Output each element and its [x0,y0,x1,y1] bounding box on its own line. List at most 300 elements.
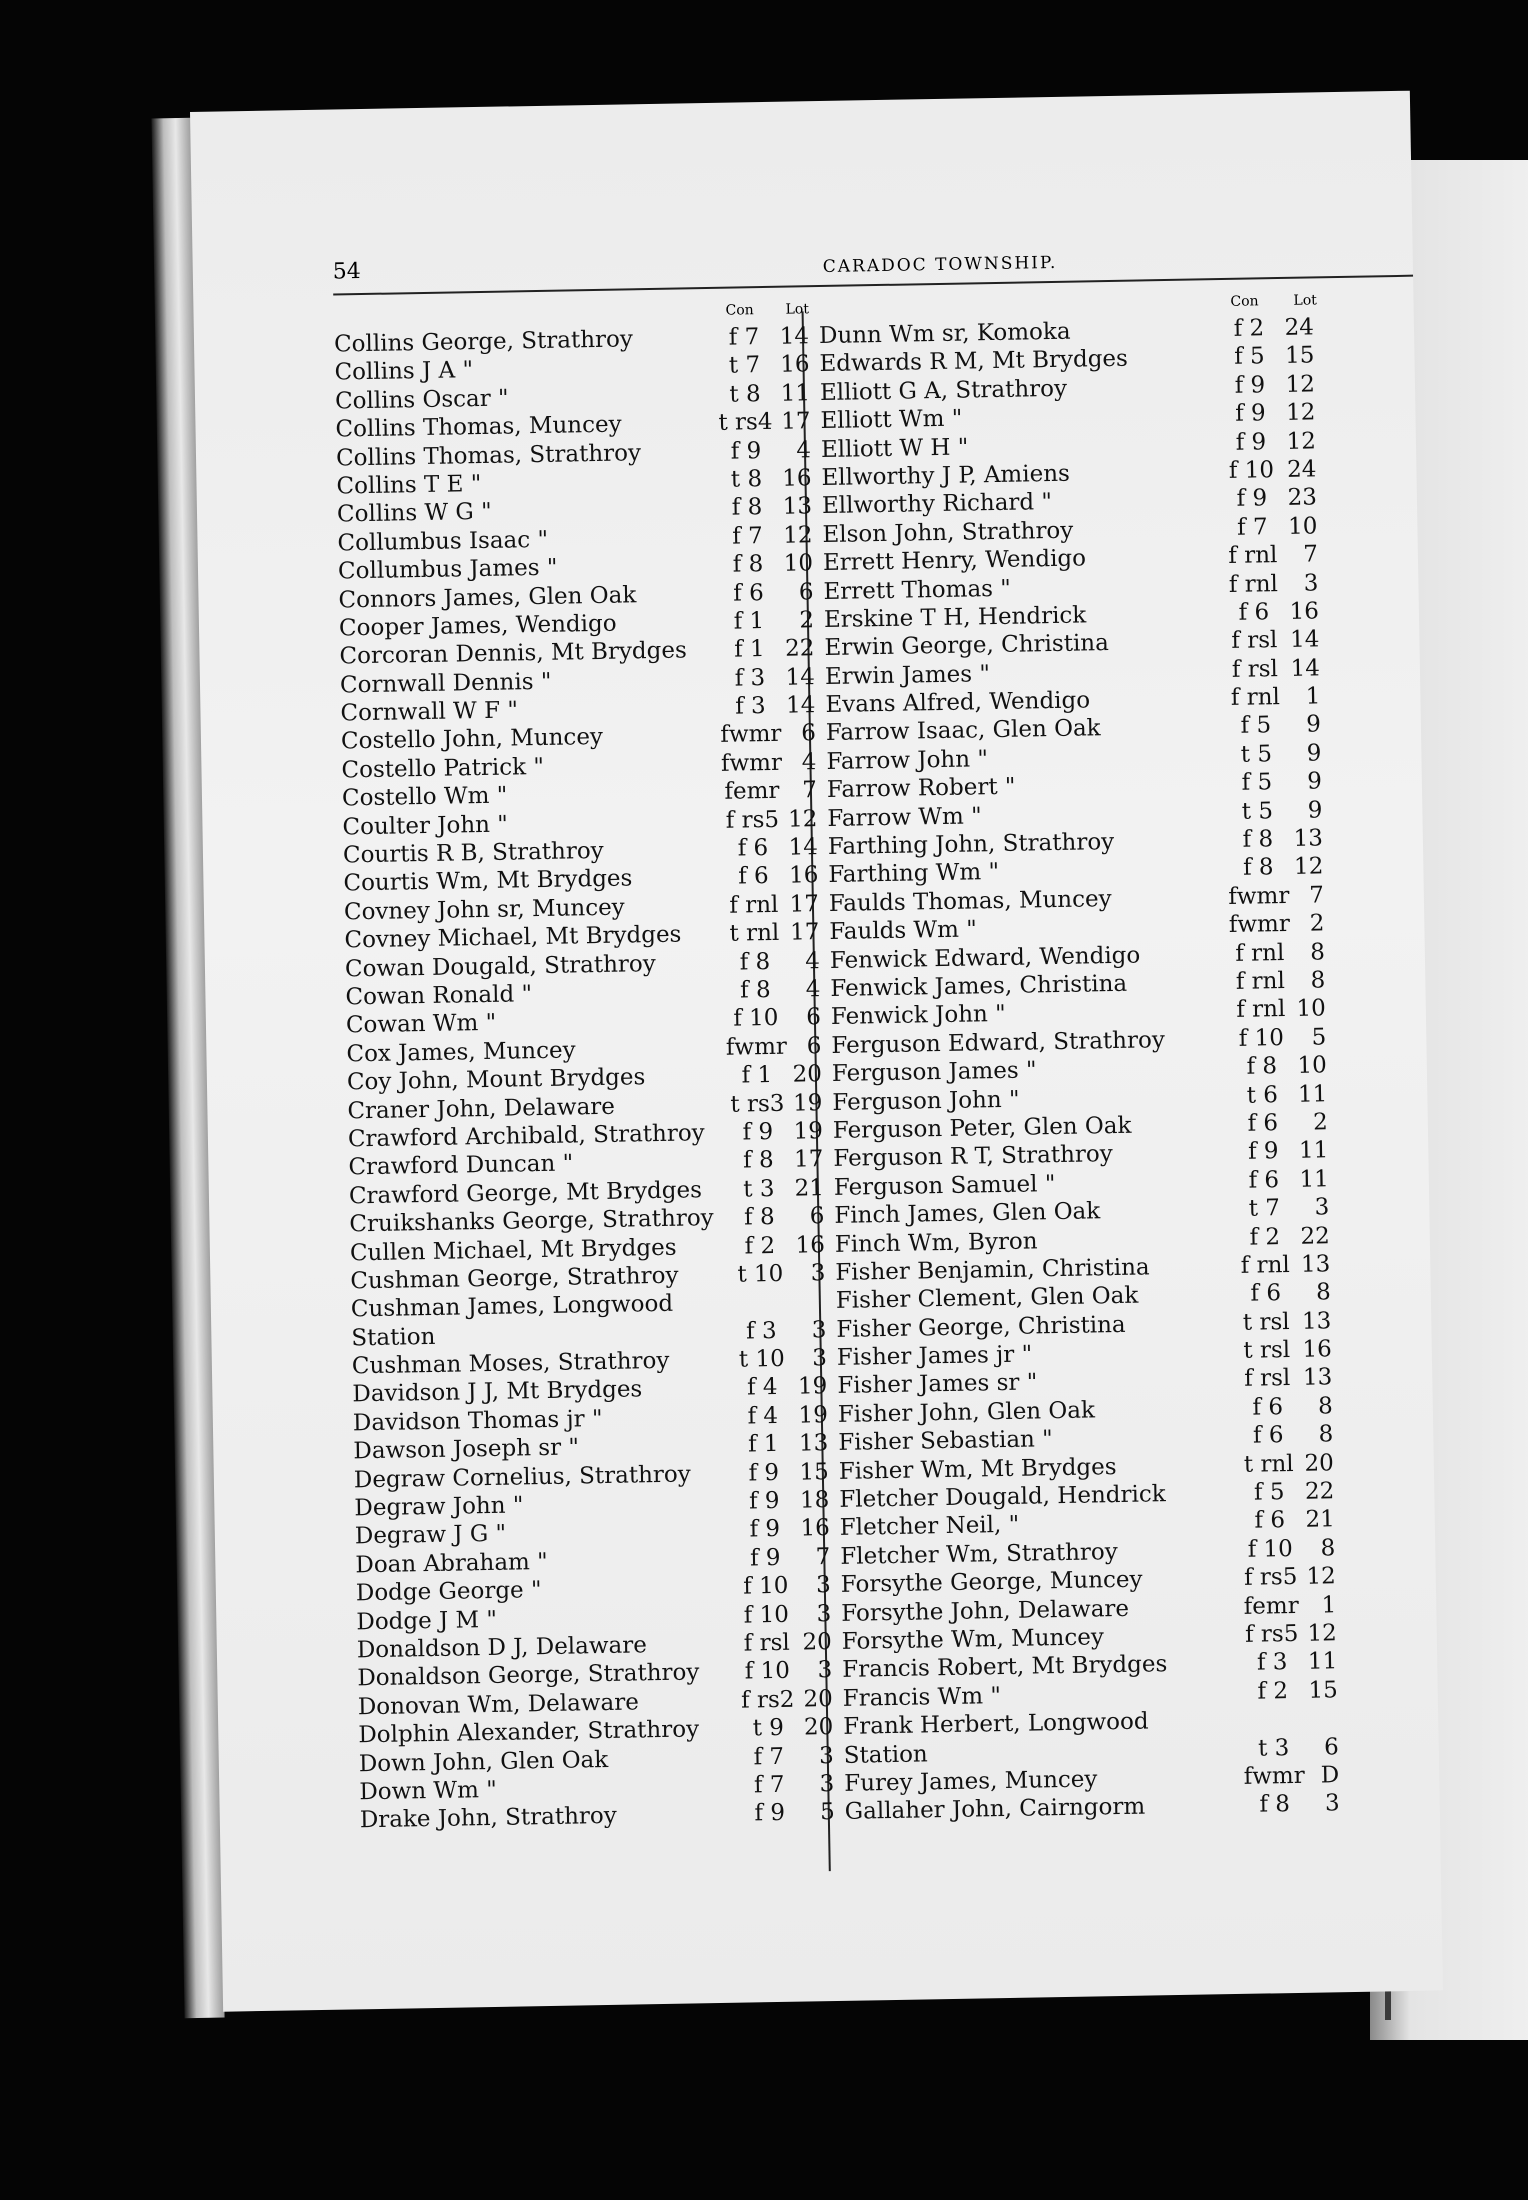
entry-name: Farrow Isaac, Glen Oak [825,715,1101,747]
entry-name: Drake John, Strathroy [359,1803,617,1834]
entry-concession: f 10 [744,1658,791,1685]
entry-concession: f 6 [1250,1280,1282,1307]
entry-lot: 11 [1307,1648,1338,1676]
entry-name: Corcoran Dennis, Mt Brydges [339,637,688,670]
entry-name: Donovan Wm, Delaware [357,1689,640,1721]
entry-name: Collins Oscar " [334,385,509,415]
entry-concession: t rs3 [730,1090,785,1118]
entry-lot: 9 [1306,711,1322,739]
entry-lot: 20 [792,1061,823,1088]
entry-lot: 3 [819,1770,835,1798]
entry-lot: 3 [1303,569,1319,597]
entry-name: Davidson Thomas jr " [352,1405,603,1437]
entry-concession: fwmr [725,1033,788,1061]
entry-name: Fisher Sebastian " [838,1426,1053,1457]
entry-name: Evans Alfred, Wendigo [825,687,1091,719]
entry-lot: 21 [1305,1506,1335,1534]
entry-concession: t 8 [730,466,763,493]
entry-concession: t rs4 [718,409,773,436]
entry-concession: f 6 [737,863,769,890]
entry-lot: 16 [795,1231,826,1259]
entry-lot: 6 [806,1004,822,1031]
con-header: Con [1230,293,1259,310]
entry-concession: f 10 [743,1572,789,1600]
entry-lot: 3 [818,1742,835,1769]
entry-concession: t 10 [737,1260,784,1288]
entry-name: Collumbus James " [337,554,558,585]
entry-concession: f 7 [1236,513,1268,541]
entry-lot: 14 [785,663,816,691]
entry-concession [726,1289,796,1290]
entry-lot: 9 [1306,768,1323,795]
entry-name: Farrow Robert " [826,773,1016,804]
entry-name: Farthing Wm " [828,859,1000,889]
entry-concession: f rnl [1228,570,1279,598]
entry-concession: f 6 [1252,1422,1284,1449]
entry-concession: f 6 [1238,599,1270,626]
entry-lot: 20 [803,1685,834,1713]
entry-name: Collins T E " [336,470,482,500]
entry-name: Farrow John " [826,746,989,775]
entry-concession: f 8 [739,948,771,976]
entry-name: Ferguson John " [832,1086,1020,1116]
entry-lot: 3 [815,1572,832,1599]
entry-name: Errett Henry, Wendigo [822,545,1087,577]
entry-name: Ferguson Samuel " [833,1170,1056,1201]
entry-concession: f 1 [734,636,765,663]
entry-concession: f 3 [1256,1649,1288,1676]
entry-concession: f 9 [1234,372,1266,399]
entry-concession: f 9 [749,1544,781,1572]
entry-lot: 24 [1284,314,1315,341]
entry-lot: 21 [794,1174,825,1202]
entry-name: Dawson Joseph sr " [353,1434,580,1465]
entry-name: Cornwall W F " [340,697,519,727]
entry-name: Francis Wm " [842,1682,1002,1712]
entry-name: Courtis R B, Strathroy [342,837,604,869]
entry-concession: t 5 [1241,797,1274,825]
entry-concession: f 9 [754,1800,786,1827]
entry-name: Fisher John, Glen Oak [837,1397,1096,1428]
entry-name: Donaldson D J, Delaware [356,1632,648,1664]
entry-concession: f 1 [733,607,765,635]
entry-concession: f 8 [1246,1053,1278,1080]
entry-name: Elliott G A, Strathroy [819,375,1068,406]
entry-lot: 7 [802,777,818,804]
entry-lot: 4 [796,436,812,464]
entry-lot: 14 [788,834,819,861]
entry-lot: 12 [782,521,813,549]
entry-lot: 16 [800,1515,831,1542]
entry-name: Fisher James jr " [836,1341,1033,1371]
entry-concession: femr [1243,1592,1299,1620]
entry-name: Cornwall Dennis " [339,668,552,699]
entry-name: Edwards R M, Mt Brydges [819,346,1129,378]
entry-concession: femr [724,778,780,806]
entry-concession: f 10 [1228,457,1275,484]
entry-lot: 5 [1311,1024,1327,1051]
entry-name: Ferguson R T, Strathroy [833,1141,1113,1173]
entry-concession: f 8 [1242,826,1274,853]
lot-header: Lot [1293,292,1317,309]
entry-name: Costello Wm " [341,782,508,812]
entry-name: Crawford George, Mt Brydges [348,1176,703,1210]
entry-lot: 16 [779,351,810,379]
entry-concession: f 9 [748,1459,780,1487]
entry-name: Elliott Wm " [820,405,963,435]
entry-concession: f 2 [1249,1223,1281,1251]
entry-name: Crawford Duncan " [348,1150,574,1181]
entry-lot: 7 [815,1543,831,1571]
entry-lot: 12 [1286,427,1317,455]
entry-lot: 7 [1308,882,1325,909]
entry-name: Forsythe John, Delaware [841,1595,1130,1627]
entry-name: Collins Thomas, Muncey [335,411,622,443]
entry-lot: 12 [787,805,818,833]
entry-concession: f rnl [1235,939,1285,967]
entry-lot: 12 [1307,1620,1337,1647]
entry-name: Down Wm " [359,1776,498,1806]
entry-concession: f rs5 [725,806,780,834]
entry-lot: 8 [1315,1279,1332,1306]
entry-name: Station [351,1323,436,1352]
entry-name: Fisher Clement, Glen Oak [835,1282,1139,1315]
entry-name: Fletcher Wm, Strathroy [840,1538,1118,1570]
entry-name: Coulter John " [342,811,509,841]
entry-concession: f 6 [1252,1393,1284,1421]
entry-lot: 3 [817,1657,833,1684]
entry-concession: f 3 [745,1317,777,1345]
entry-concession: fwmr [1243,1762,1305,1790]
entry-lot: 22 [1304,1478,1335,1505]
entry-concession: f rsl [743,1629,791,1657]
entry-concession: fwmr [1228,882,1290,910]
entry-name: Collumbus Isaac " [337,526,549,557]
entry-name: Collins Thomas, Strathroy [335,439,642,472]
entry-concession: t rsl [1242,1308,1290,1336]
entry-concession: f rnl [1230,684,1281,711]
entry-lot: 12 [1285,399,1316,427]
entry-concession: t 8 [729,380,761,408]
entry-name: Dodge George " [355,1577,542,1607]
entry-concession: t rnl [729,920,780,947]
entry-concession: f 8 [732,551,764,578]
entry-concession: t rnl [1243,1450,1294,1478]
entry-name: Cullen Michael, Mt Brydges [349,1234,677,1266]
entry-lot: 15 [1284,342,1315,370]
entry-name: Erwin James " [824,660,991,690]
entry-concession: f 8 [742,1147,774,1174]
entry-concession: f 1 [747,1431,779,1458]
entry-lot: 3 [816,1600,832,1627]
con-header: Con [725,302,754,319]
entry-concession: f 4 [747,1402,779,1430]
entry-lot: 22 [784,635,815,662]
entry-name: Fisher Benjamin, Christina [835,1254,1150,1286]
entry-lot: 17 [793,1146,824,1173]
entry-name: Ferguson Peter, Glen Oak [832,1112,1132,1144]
entry-concession: f 10 [1238,1024,1285,1052]
entry-concession: fwmr [1228,911,1291,939]
entry-name: Degraw Cornelius, Strathroy [353,1461,691,1493]
entry-concession: f 5 [1240,712,1272,740]
entry-concession: f 2 [1233,315,1265,342]
entry-concession: t 3 [743,1175,775,1203]
entry-name: Degraw John " [354,1492,524,1522]
entry-concession: f 1 [741,1062,773,1089]
entry-concession: f 6 [733,579,764,607]
entry-lot: 19 [798,1401,829,1429]
entry-concession: t 7 [728,352,761,380]
entry-name: Degraw J G " [354,1521,507,1550]
entry-lot: 9 [1306,740,1322,767]
entry-lot: 20 [1304,1449,1334,1477]
entry-concession: f 5 [1253,1479,1285,1506]
entry-concession: f rsl [1244,1365,1291,1393]
entry-concession: f 8 [739,976,771,1004]
entry-lot: 7 [1303,541,1319,568]
entry-concession: f 5 [1233,343,1265,371]
entry-lot: 13 [1293,825,1324,852]
entry-concession: f 10 [733,1005,779,1033]
entry-name: Erskine T H, Hendrick [823,602,1087,633]
entry-lot: 19 [792,1089,823,1117]
entry-name: Fenwick Edward, Wendigo [829,942,1141,974]
entry-concession: f rs5 [1243,1564,1298,1592]
entry-lot: 3 [810,1259,826,1287]
entry-lot: 6 [809,1203,825,1230]
entry-lot: 10 [1287,513,1318,540]
entry-lot: 6 [806,1032,822,1060]
entry-name: Collins George, Strathroy [333,326,634,358]
entry-name: Doan Abraham " [355,1548,548,1579]
entry-name: Down John, Glen Oak [358,1746,609,1777]
entry-lot: 16 [1302,1336,1332,1363]
entry-name: Cushman Moses, Strathroy [351,1347,670,1380]
entry-lot: 17 [789,890,820,918]
entry-lot: 12 [1285,371,1316,398]
entry-concession: f 4 [746,1374,778,1401]
entry-lot: 1 [1305,683,1321,710]
entry-concession: t rsl [1243,1337,1291,1364]
entry-name: Cox James, Muncey [346,1037,576,1068]
right-column [818,292,1385,1828]
entry-concession: f 5 [1241,769,1273,796]
entry-name: Cooper James, Wendigo [338,610,617,642]
entry-lot: 20 [802,1629,833,1656]
entry-concession: f 9 [730,437,762,465]
entry-concession: f 8 [731,494,763,521]
entry-concession: f 6 [1254,1507,1286,1535]
entry-name: Costello John, Muncey [340,724,604,755]
entry-lot: 16 [781,465,812,492]
entry-name: Elson John, Strathroy [822,517,1074,548]
entry-lot: 10 [1296,995,1327,1023]
entry-concession: t 9 [752,1715,785,1742]
entry-name: Costello Patrick " [341,753,545,784]
entry-concession: f rnl [1236,996,1286,1024]
entry-lot: 15 [799,1458,830,1486]
entry-lot: 20 [803,1714,834,1741]
entry-lot: 13 [1302,1364,1333,1392]
entry-concession: f 10 [743,1601,790,1629]
entry-concession: f 9 [749,1516,781,1543]
lot-header: Lot [785,301,810,318]
entry-concession: f rnl [729,891,779,919]
entry-name: Dodge J M " [356,1606,498,1635]
entry-concession: f rnl [1235,968,1286,995]
entry-name: Faulds Wm " [829,916,978,946]
entry-lot: 3 [1314,1194,1330,1221]
entry-lot: 11 [1299,1166,1330,1193]
entry-concession: f 9 [1247,1138,1279,1166]
entry-name: Station [843,1740,928,1769]
entry-name: Courtis Wm, Mt Brydges [343,865,633,897]
entry-lot: 2 [799,607,815,634]
entry-lot: 14 [1290,655,1321,682]
entry-lot: 14 [785,692,816,719]
entry-lot: 3 [1324,1790,1340,1817]
entry-name: Cowan Ronald " [345,981,533,1011]
entry-lot: 23 [1287,484,1318,512]
entry-lot: 15 [1308,1676,1338,1704]
entry-name: Ellworthy J P, Amiens [821,460,1071,491]
entry-lot: 8 [1320,1535,1336,1562]
entry-name: Cowan Wm " [345,1010,497,1039]
entry-name: Frank Herbert, Longwood [843,1708,1149,1740]
entry-name: Fisher James sr " [837,1369,1038,1400]
entry-name: Cruikshanks George, Strathroy [349,1205,714,1238]
entry-name: Errett Thomas " [823,575,1012,605]
entry-name: Cushman James, Longwood [350,1291,674,1323]
entry-concession: f rnl [1228,542,1278,570]
entry-lot: 6 [801,720,817,747]
entry-name: Furey James, Muncey [844,1766,1098,1797]
entry-lot: 13 [1300,1251,1331,1278]
entry-concession: t 7 [1248,1195,1281,1222]
entry-name: Connors James, Glen Oak [338,581,637,613]
entry-lot [776,1288,826,1289]
entry-name: Collins W G " [336,499,492,528]
entry-lot: 16 [788,862,819,890]
entry-lot: 8 [1318,1421,1334,1448]
entry-name: Dolphin Alexander, Strathroy [358,1716,700,1749]
entry-name: Gallaher John, Cairngorm [844,1793,1146,1826]
entry-concession: f 9 [742,1118,774,1146]
entry-lot: 3 [811,1345,828,1372]
entry-lot: 14 [779,323,810,350]
entry-name: Elliott W H " [820,434,969,463]
entry-name: Coy John, Mount Brydges [346,1064,646,1096]
entry-name: Craner John, Delaware [347,1093,616,1124]
entry-lot: 11 [780,380,811,407]
entry-name: Fletcher Dougald, Hendrick [839,1481,1166,1513]
entry-concession: f rsl [1231,655,1279,683]
entry-concession: f 9 [1235,428,1267,456]
entry-name: Ferguson Edward, Strathroy [831,1026,1166,1059]
entry-name: Covney John sr, Muncey [343,894,625,926]
entry-lot: 11 [1298,1137,1329,1165]
entry-name: Dunn Wm sr, Komoka [818,318,1071,350]
entry-concession: f rsl [1231,627,1278,655]
entry-concession: f 6 [1248,1166,1280,1194]
entry-lot [1288,1705,1338,1706]
entry-lot: 17 [780,408,811,435]
entry-lot: 13 [782,493,813,521]
entry-lot: 14 [1289,626,1320,654]
entry-concession: f 7 [728,324,760,351]
entry-name: Ellworthy Richard " [821,489,1053,520]
entry-name: Fisher George, Christina [836,1311,1126,1343]
entry-concession: f 7 [753,1743,785,1770]
entry-name: Crawford Archibald, Strathroy [347,1120,705,1153]
entry-name: Davidson J J, Mt Brydges [352,1376,643,1408]
entry-name: Forsythe Wm, Muncey [841,1624,1105,1655]
entry-lot: 4 [805,947,821,974]
entry-concession: f 7 [753,1771,785,1799]
entry-name: Finch Wm, Byron [834,1227,1038,1258]
entry-concession: f 3 [734,664,766,692]
entry-lot: 6 [798,578,814,605]
entry-lot: 3 [811,1316,827,1344]
entry-name: Finch James, Glen Oak [834,1198,1101,1230]
entry-concession: f 6 [737,835,769,862]
entry-concession: t 6 [1246,1081,1279,1109]
entry-lot: 18 [799,1487,830,1514]
entry-concession: f 8 [743,1204,775,1231]
entry-lot: 6 [1323,1733,1339,1760]
entry-lot: 11 [1297,1080,1328,1108]
entry-name: Farthing John, Strathroy [827,829,1115,861]
entry-concession: fwmr [720,721,782,749]
entry-lot: 10 [1297,1052,1328,1079]
entry-lot: 12 [1293,853,1324,881]
entry-concession: f rs5 [1244,1620,1299,1648]
entry-lot: 2 [1309,910,1325,937]
entry-concession: fwmr [720,749,783,777]
entry-lot: 9 [1307,796,1323,824]
entry-concession: f 2 [744,1232,776,1259]
entry-name: Erwin George, Christina [824,630,1110,662]
entry-lot: 19 [793,1118,824,1145]
entry-concession: t 5 [1240,741,1273,768]
entry-lot: 8 [1310,967,1326,994]
entry-name: Fenwick James, Christina [830,970,1128,1002]
entry-lot: 12 [1306,1563,1336,1590]
entry-concession: f rnl [1240,1251,1291,1279]
entry-name: Cushman George, Strathroy [350,1262,679,1295]
entry-name: Farrow Wm " [827,802,982,832]
entry-lot: 19 [797,1373,828,1401]
entry-lot: 16 [1289,598,1320,625]
entry-concession: f 3 [734,693,766,720]
entry-concession: f 7 [732,522,763,550]
entry-lot: 1 [1321,1591,1337,1619]
entry-concession: f 8 [1259,1791,1291,1818]
entry-concession: f rs2 [740,1686,795,1714]
entry-concession: f 2 [1257,1677,1289,1705]
entry-name: Ferguson James " [831,1057,1037,1088]
entry-name: Forsythe George, Muncey [840,1566,1143,1599]
entry-name: Fletcher Neil, " [839,1512,1020,1542]
page-number: 54 [332,259,362,285]
left-column [333,300,900,1836]
entry-concession: f 8 [1242,854,1274,882]
entry-concession: f 9 [1234,400,1266,427]
entry-lot: 22 [1300,1222,1331,1250]
entry-lot: 2 [1312,1109,1329,1136]
entry-concession: f 9 [748,1487,780,1515]
